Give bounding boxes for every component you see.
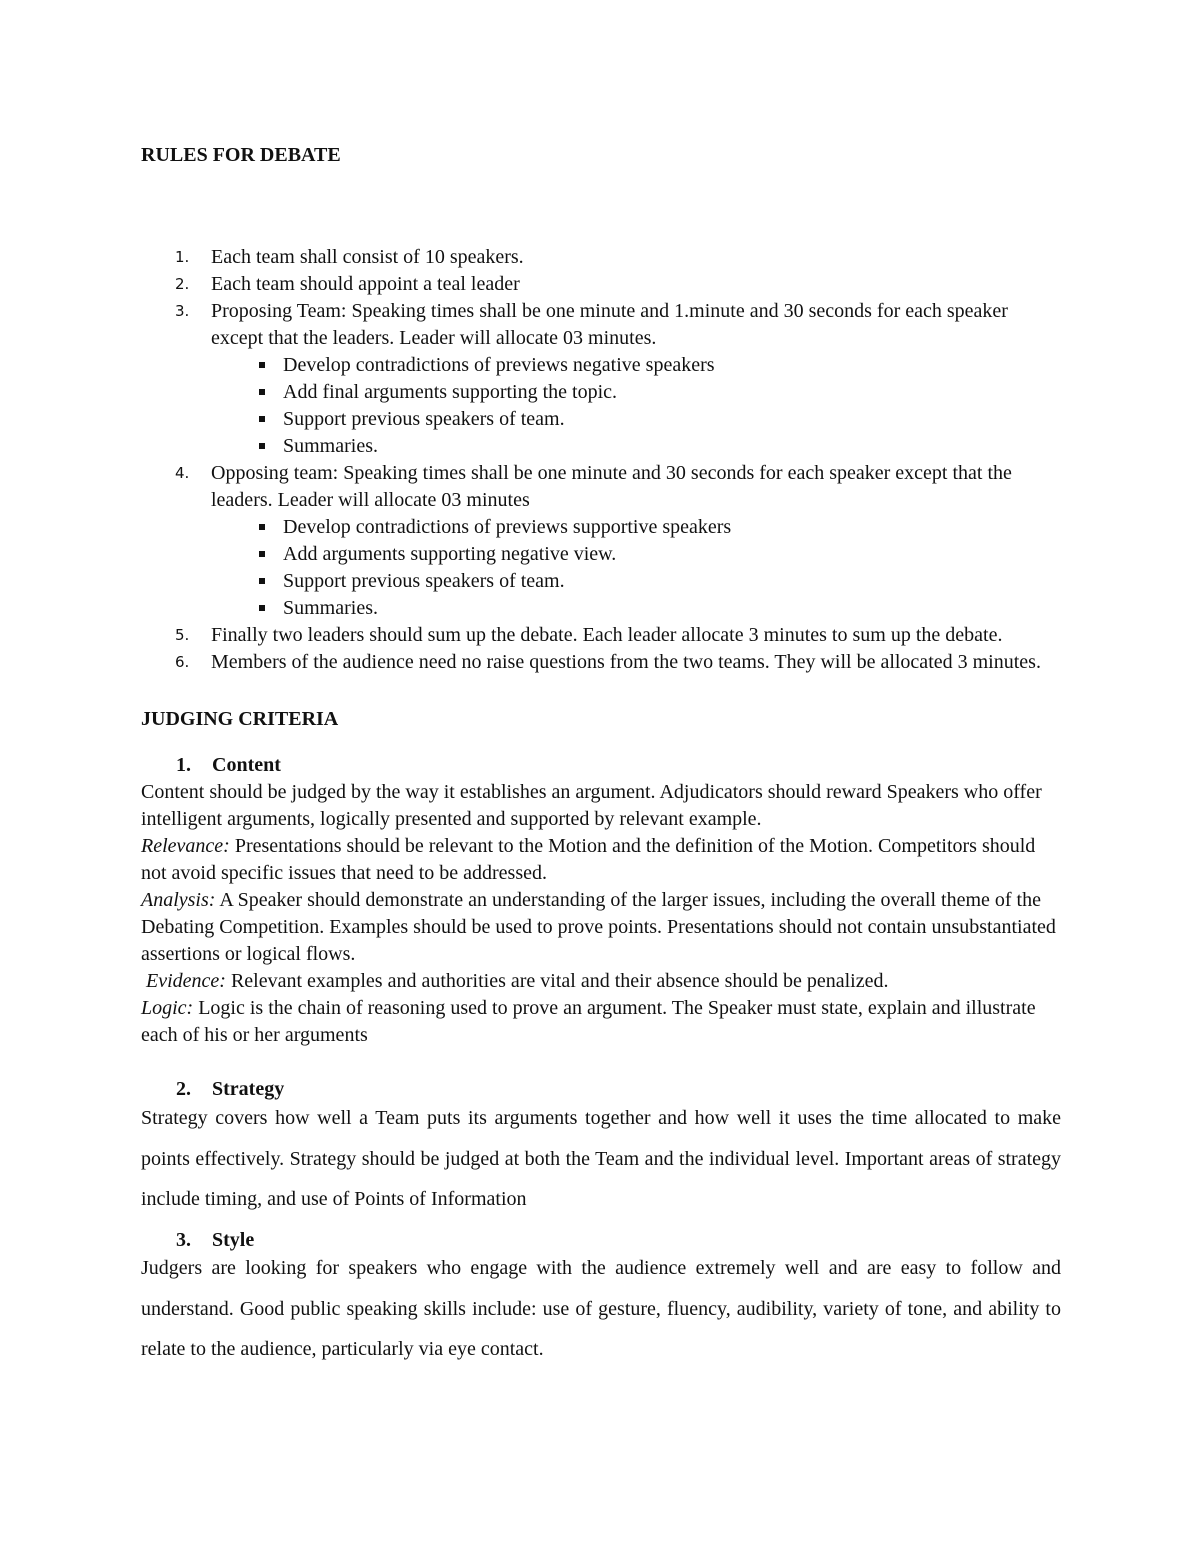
square-bullet-icon (259, 578, 265, 584)
rule-item (141, 649, 1061, 676)
rule-item (141, 622, 1061, 649)
analysis-label: Analysis: (141, 889, 216, 911)
content-intro: Content should be judged by the way it establishes an argument. Adjudicators should reward Speakers who offer intelligent arguments, logically presented and supported by relevant example. (141, 781, 1042, 830)
square-bullet-icon (259, 605, 265, 611)
rule-text: Proposing Team: Speaking times shall be one minute and 1.minute and 30 seconds for each speaker except that the leaders. Leader will allocate 03 minutes. (211, 300, 1008, 349)
rule-text: Finally two leaders should sum up the debate. Each leader allocate 3 minutes to sum up the debate. (211, 624, 1003, 646)
square-bullet-icon (259, 416, 265, 422)
rule-number: 6. (175, 653, 190, 671)
sub-item (259, 541, 1061, 568)
square-bullet-icon (259, 524, 265, 530)
content-heading (176, 752, 281, 779)
relevance-label: Relevance: (141, 835, 230, 857)
sub-item-text: Support previous speakers of team. (283, 570, 565, 592)
strategy-paragraph: Strategy covers how well a Team puts its arguments together and how well it uses the time allocated to make points effectively. Strategy should be judged at both the Team and the individual level. Important areas of strategy include timing, and use of Points of Information (141, 1107, 1061, 1210)
rule-text: Each team shall consist of 10 speakers. (211, 246, 524, 268)
evidence-paragraph (141, 968, 1061, 995)
rule-number: 2. (175, 275, 190, 293)
logic-paragraph (141, 995, 1061, 1049)
rule-text: Opposing team: Speaking times shall be one minute and 30 seconds for each speaker except that the leaders. Leader will allocate 03 minutes (211, 462, 1012, 511)
sub-item-text: Develop contradictions of previews negative speakers (283, 354, 715, 376)
logic-label: Logic: (141, 997, 194, 1019)
rule-number: 4. (175, 464, 190, 482)
logic-text: Logic is the chain of reasoning used to prove an argument. The Speaker must state, explain and illustrate each of his or her arguments (141, 997, 1036, 1046)
analysis-paragraph (141, 887, 1061, 968)
sub-item-text: Add arguments supporting negative view. (283, 543, 617, 565)
rule-text: Each team should appoint a teal leader (211, 273, 520, 295)
sub-item-text: Summaries. (283, 597, 378, 619)
sub-item-text: Support previous speakers of team. (283, 408, 565, 430)
evidence-text: Relevant examples and authorities are vital and their absence should be penalized. (225, 970, 889, 992)
sub-item-text: Add final arguments supporting the topic. (283, 381, 618, 403)
analysis-text: A Speaker should demonstrate an understanding of the larger issues, including the overall theme of the Debating Competition. Examples should be used to prove points. Presentations should not contain unsubstantiated assertions or logical flows. (141, 889, 1056, 965)
rules-list (141, 244, 1061, 676)
content-section (141, 779, 1061, 1049)
rule-item (141, 460, 1061, 514)
rule-sublist (141, 514, 1061, 622)
rule-number: 1. (175, 248, 190, 266)
content-title: Content (212, 754, 281, 776)
sub-item (259, 379, 1061, 406)
evidence-label: Evidence: (146, 970, 226, 992)
sub-item-text: Develop contradictions of previews supportive speakers (283, 516, 732, 538)
style-paragraph: Judgers are looking for speakers who engage with the audience extremely well and are easy to follow and understand. Good public speaking skills include: use of gesture, fluency, audibility, variety of tone, and ability to relate to the audience, particularly via eye contact. (141, 1257, 1061, 1360)
judging-heading: JUDGING CRITERIA (141, 708, 339, 730)
style-title: Style (212, 1229, 255, 1251)
rule-item (141, 271, 1061, 298)
sub-item (259, 352, 1061, 379)
rule-number: 5. (175, 626, 190, 644)
square-bullet-icon (259, 389, 265, 395)
rule-item (141, 298, 1061, 352)
square-bullet-icon (259, 362, 265, 368)
rule-text: Members of the audience need no raise questions from the two teams. They will be allocated 3 minutes. (211, 651, 1041, 673)
rules-heading: RULES FOR DEBATE (141, 144, 341, 166)
square-bullet-icon (259, 551, 265, 557)
relevance-paragraph (141, 833, 1061, 887)
square-bullet-icon (259, 443, 265, 449)
strategy-number: 2. (176, 1078, 191, 1100)
content-number: 1. (176, 754, 191, 776)
sub-item (259, 406, 1061, 433)
strategy-title: Strategy (212, 1078, 285, 1100)
rule-number: 3. (175, 302, 190, 320)
rule-sublist (141, 352, 1061, 460)
sub-item (259, 433, 1061, 460)
style-number: 3. (176, 1229, 191, 1251)
sub-item (259, 514, 1061, 541)
sub-item-text: Summaries. (283, 435, 378, 457)
sub-item (259, 595, 1061, 622)
relevance-text: Presentations should be relevant to the Motion and the definition of the Motion. Competitors should not avoid specific issues that need to be addressed. (141, 835, 1036, 884)
rule-item (141, 244, 1061, 271)
sub-item (259, 568, 1061, 595)
